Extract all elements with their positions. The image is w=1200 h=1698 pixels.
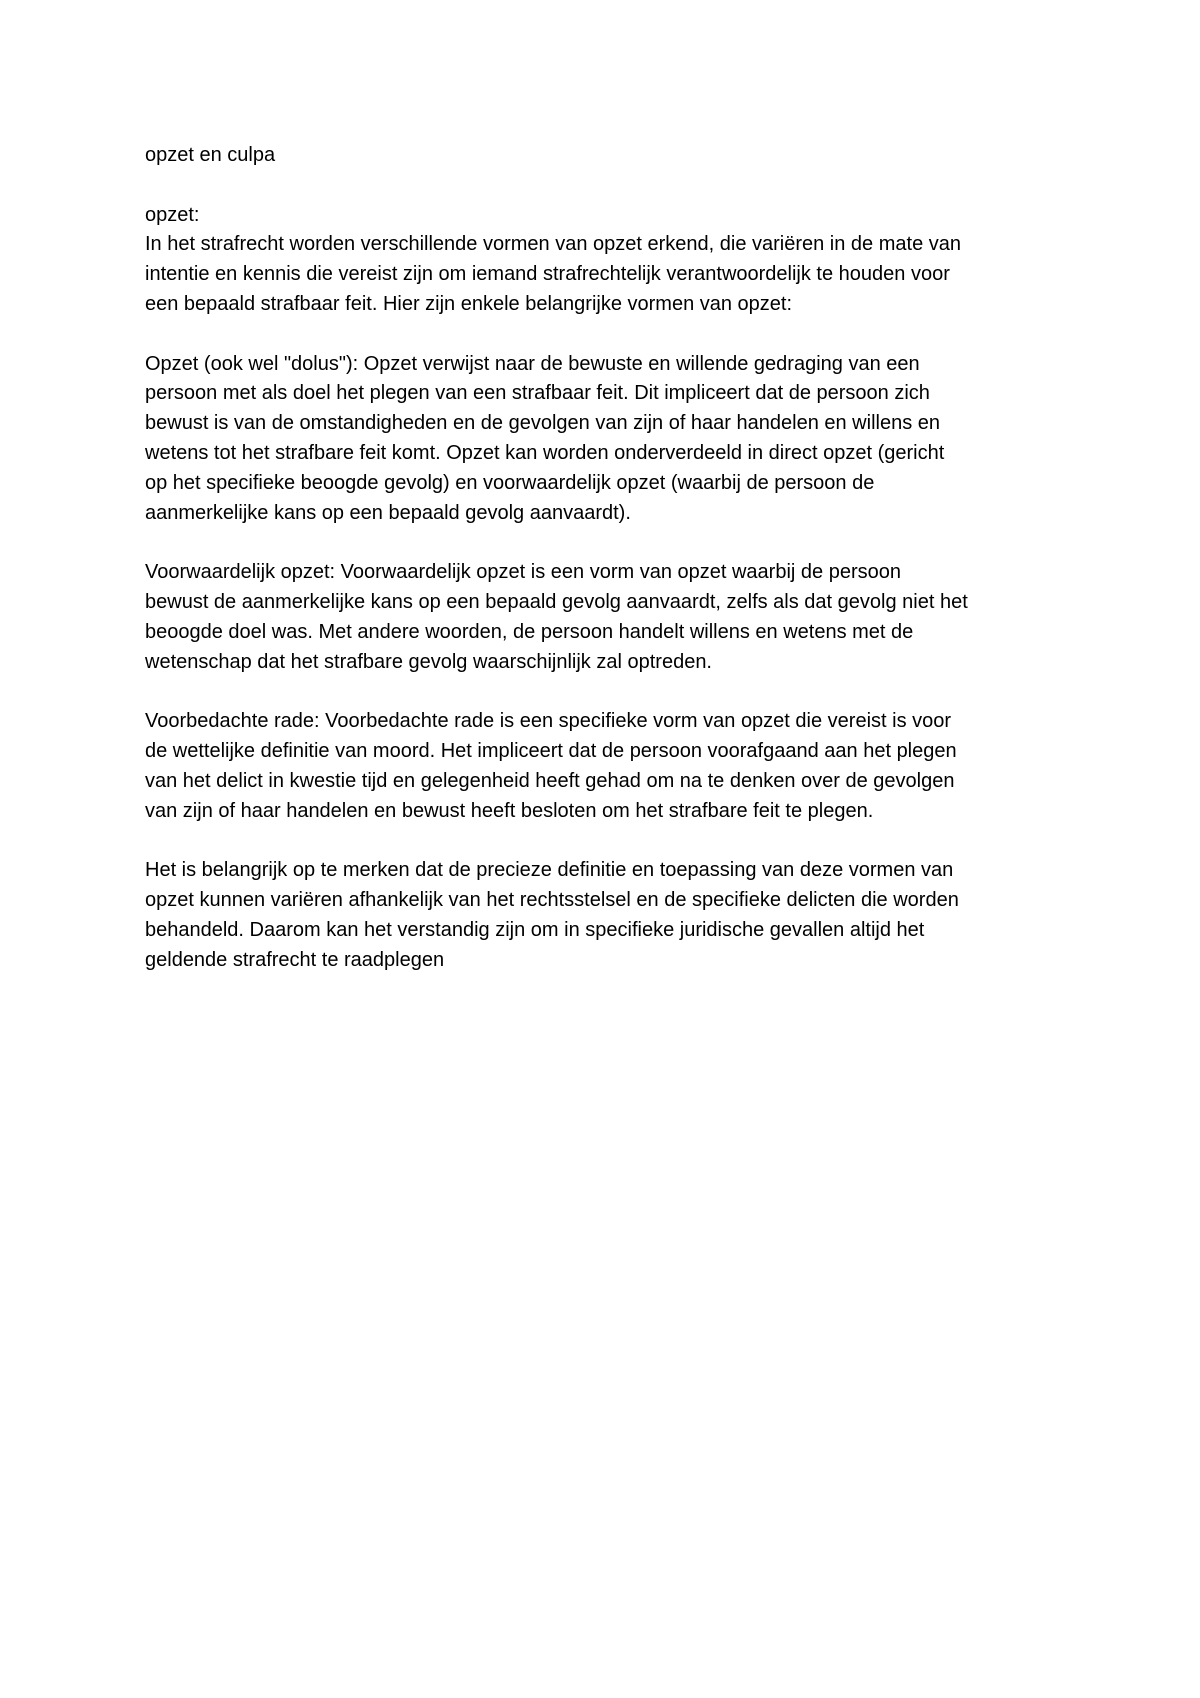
paragraph-conclusion	[145, 856, 1065, 975]
paragraph-line: Opzet (ook wel "dolus"): Opzet verwijst naar de bewuste en willende gedraging van een	[145, 352, 920, 375]
paragraph-line: intentie en kennis die vereist zijn om iemand strafrechtelijk verantwoordelijk te houden voor	[145, 263, 950, 286]
paragraph-voorbedachte-rade	[145, 707, 1065, 826]
spacer	[145, 677, 1065, 707]
paragraph-line: beoogde doel was. Met andere woorden, de persoon handelt willens en wetens met de	[145, 620, 914, 643]
paragraph-line: op het specifieke beoogde gevolg) en voorwaardelijk opzet (waarbij de persoon de	[145, 471, 875, 494]
paragraph-line: In het strafrecht worden verschillende vormen van opzet erkend, die variëren in de mate van	[145, 233, 961, 256]
document-title: opzet en culpa	[145, 144, 276, 166]
paragraph-line: Voorwaardelijk opzet: Voorwaardelijk opzet is een vorm van opzet waarbij de persoon	[145, 561, 901, 584]
paragraph-line: bewust de aanmerkelijke kans op een bepaald gevolg aanvaardt, zelfs als dat gevolg niet het	[145, 590, 968, 613]
paragraph-line: van het delict in kwestie tijd en gelegenheid heeft gehad om na te denken over de gevolgen	[145, 769, 955, 792]
paragraph-line: de wettelijke definitie van moord. Het impliceert dat de persoon voorafgaand aan het plegen	[145, 739, 957, 762]
spacer	[145, 320, 1065, 350]
paragraph-opzet-dolus	[145, 350, 1065, 529]
paragraph-line: van zijn of haar handelen en bewust heeft besloten om het strafbare feit te plegen.	[145, 799, 874, 822]
paragraph-line: wetenschap dat het strafbare gevolg waarschijnlijk zal optreden.	[145, 650, 712, 673]
document-body	[145, 141, 1065, 975]
paragraph-line: geldende strafrecht te raadplegen	[145, 948, 445, 971]
paragraph-intro	[145, 230, 1065, 319]
paragraph-line: een bepaald strafbaar feit. Hier zijn enkele belangrijke vormen van opzet:	[145, 292, 793, 315]
paragraph-line: aanmerkelijke kans op een bepaald gevolg aanvaardt).	[145, 501, 631, 524]
paragraph-line: behandeld. Daarom kan het verstandig zijn om in specifieke juridische gevallen altijd het	[145, 918, 925, 941]
spacer	[145, 528, 1065, 558]
paragraph-line: wetens tot het strafbare feit komt. Opzet kan worden onderverdeeld in direct opzet (gericht	[145, 441, 945, 464]
paragraph-line: bewust is van de omstandigheden en de gevolgen van zijn of haar handelen en willens en	[145, 412, 940, 435]
paragraph-line: opzet kunnen variëren afhankelijk van het rechtsstelsel en de specifieke delicten die worden	[145, 888, 959, 911]
spacer	[145, 171, 1065, 201]
paragraph-line: persoon met als doel het plegen van een strafbaar feit. Dit impliceert dat de persoon zich	[145, 382, 930, 405]
section-heading: opzet:	[145, 203, 200, 226]
spacer	[145, 826, 1065, 856]
paragraph-line: Voorbedachte rade: Voorbedachte rade is een specifieke vorm van opzet die vereist is voor	[145, 710, 952, 733]
paragraph-line: Het is belangrijk op te merken dat de precieze definitie en toepassing van deze vormen van	[145, 859, 954, 882]
paragraph-voorwaardelijk-opzet	[145, 558, 1065, 677]
